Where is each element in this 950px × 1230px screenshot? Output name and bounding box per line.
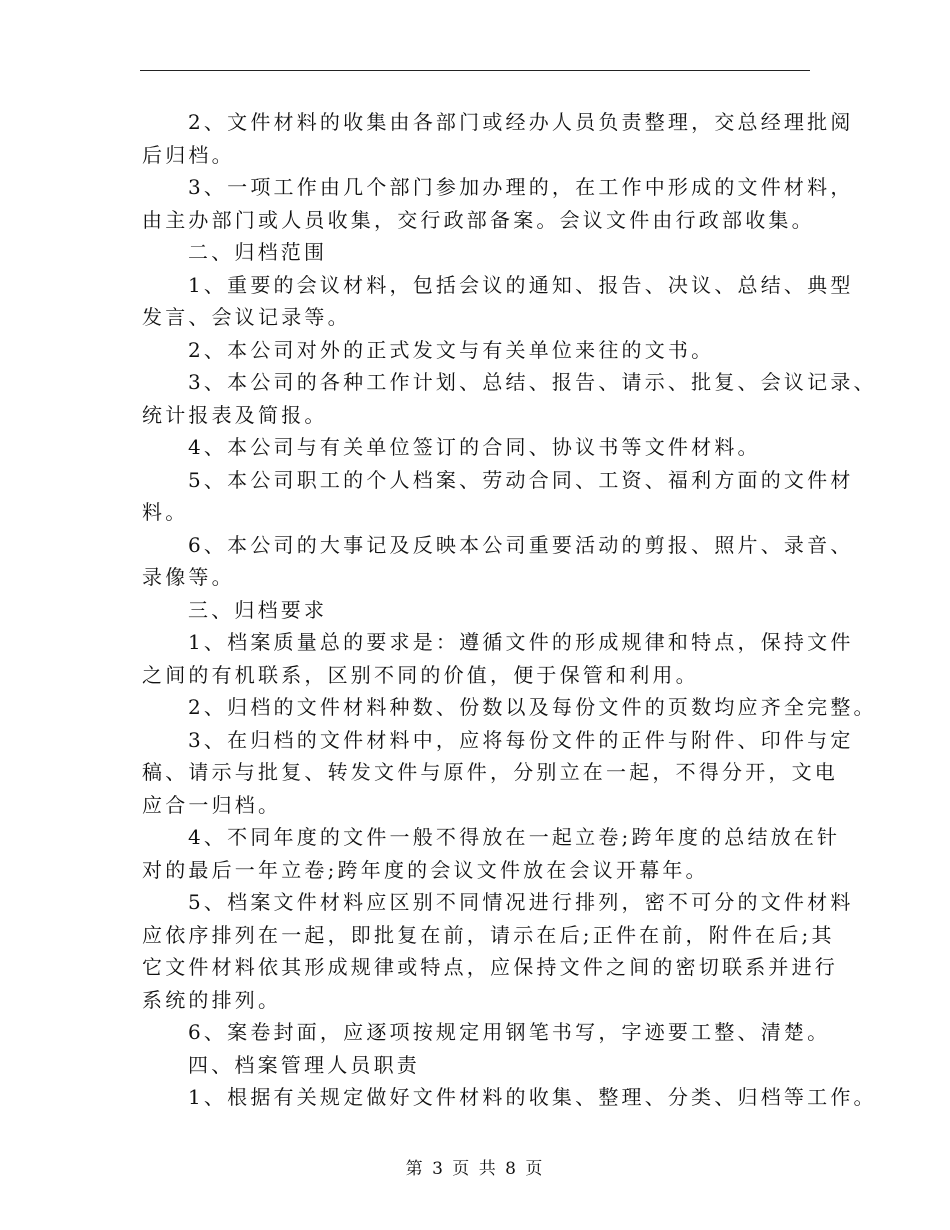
text-line: 它文件材料依其形成规律或特点，应保持文件之间的密切联系并进行 — [142, 955, 838, 979]
text-line: 对的最后一年立卷;跨年度的会议文件放在会议开幕年。 — [142, 857, 709, 882]
text-line: 料。 — [142, 500, 189, 524]
text-line: 4、不同年度的文件一般不得放在一起立卷;跨年度的总结放在针 — [188, 825, 841, 849]
text-line: 2、归档的文件材料种数、份数以及每份文件的页数均应齐全完整。 — [188, 695, 877, 719]
text-line: 1、重要的会议材料，包括会议的通知、报告、决议、总结、典型 — [188, 272, 854, 297]
text-line: 后归档。 — [142, 142, 235, 167]
text-line: 5、档案文件材料应区别不同情况进行排列，密不可分的文件材料 — [188, 890, 854, 914]
text-line: 2、文件材料的收集由各部门或经办人员负责整理，交总经理批阅 — [188, 110, 854, 134]
text-line: 1、档案质量总的要求是：遵循文件的形成规律和特点，保持文件 — [188, 630, 854, 654]
text-line: 录像等。 — [142, 565, 235, 589]
text-line: 之间的有机联系，区别不同的价值，便于保管和利用。 — [142, 662, 699, 687]
text-line: 应依序排列在一起，即批复在前，请示在后;正件在前，附件在后;其 — [142, 922, 835, 947]
text-line: 1、根据有关规定做好文件材料的收集、整理、分类、归档等工作。 — [188, 1085, 877, 1109]
text-line: 发言、会议记录等。 — [142, 305, 351, 329]
page-number: 第 3 页 共 8 页 — [405, 1159, 545, 1179]
text-line: 6、本公司的大事记及反映本公司重要活动的剪报、照片、录音、 — [188, 532, 854, 557]
text-line: 稿、请示与批复、转发文件与原件，分别立在一起，不得分开，文电 — [142, 760, 838, 784]
text-line: 3、一项工作由几个部门参加办理的，在工作中形成的文件材料， — [188, 175, 854, 199]
text-line: 3、在归档的文件材料中，应将每份文件的正件与附件、印件与定 — [188, 727, 854, 752]
text-line: 由主办部门或人员收集，交行政部备案。会议文件由行政部收集。 — [142, 207, 815, 232]
text-line: 4、本公司与有关单位签订的合同、协议书等文件材料。 — [188, 435, 761, 459]
text-line: 系统的排列。 — [142, 987, 282, 1012]
text-line: 应合一归档。 — [142, 792, 282, 817]
text-line: 统计报表及简报。 — [142, 402, 328, 427]
section-heading: 四、档案管理人员职责 — [188, 1052, 420, 1077]
text-line: 2、本公司对外的正式发文与有关单位来往的文书。 — [188, 337, 715, 362]
document-body — [142, 106, 877, 1114]
text-line: 5、本公司职工的个人档案、劳动合同、工资、福利方面的文件材 — [188, 467, 854, 492]
header-rule — [140, 70, 810, 71]
section-heading: 三、归档要求 — [188, 597, 328, 622]
text-line: 3、本公司的各种工作计划、总结、报告、请示、批复、会议记录、 — [188, 370, 877, 394]
text-line: 6、案卷封面，应逐项按规定用钢笔书写，字迹要工整、清楚。 — [188, 1020, 831, 1044]
section-heading: 二、归档范围 — [188, 240, 328, 264]
